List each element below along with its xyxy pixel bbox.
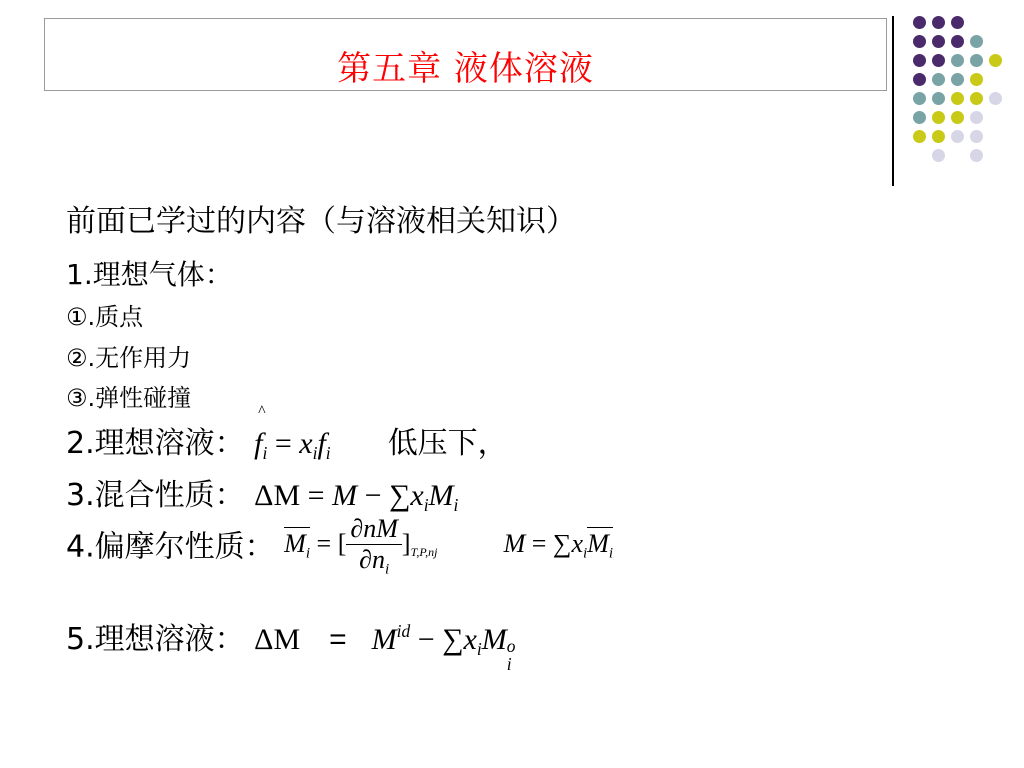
formula-delta-m: ΔM <box>254 623 301 656</box>
item-3-formula <box>254 479 459 516</box>
formula-eq: = <box>525 529 553 559</box>
dot <box>989 92 1002 105</box>
dot <box>970 149 983 162</box>
formula-sub-i: i <box>608 545 614 562</box>
dot <box>932 92 945 105</box>
dot <box>913 92 926 105</box>
formula-eq: = <box>310 529 338 559</box>
formula-m: M <box>332 479 358 512</box>
formula-m: M <box>284 529 306 559</box>
dot <box>913 35 926 48</box>
dot <box>951 54 964 67</box>
hat-symbol: ^ <box>258 403 266 420</box>
fraction-numerator: ∂nM <box>346 514 402 545</box>
dot <box>951 73 964 86</box>
formula-sub-i: i <box>305 545 311 562</box>
fraction-denominator: ∂n <box>359 545 385 574</box>
slide-title: 第五章 液体溶液 <box>337 49 594 89</box>
dot <box>932 35 945 48</box>
formula-equals: = <box>329 623 347 656</box>
formula-sub-i: i <box>325 443 331 464</box>
derivative-fraction <box>346 514 402 578</box>
dot <box>970 35 983 48</box>
item-5 <box>66 614 515 673</box>
condition-t: T <box>410 545 417 560</box>
formula-m: M <box>587 529 609 559</box>
dot <box>913 16 926 29</box>
item-1: 1.理想气体： <box>66 258 233 291</box>
formula-x: x <box>410 479 424 512</box>
formula-x: x <box>299 427 313 460</box>
intro-text: 前面已学过的内容（与溶液相关知识） <box>66 204 576 239</box>
formula-m: M <box>481 623 507 656</box>
item-2-formula <box>254 403 338 464</box>
formula-eq: = <box>267 427 300 460</box>
dot <box>970 54 983 67</box>
condition-j: j <box>434 545 438 560</box>
formula-sub-i: i <box>312 443 318 464</box>
dot <box>932 54 945 67</box>
dot <box>913 73 926 86</box>
formula-minus-sum: − ∑ <box>410 623 464 656</box>
dot <box>951 92 964 105</box>
dot <box>951 130 964 143</box>
dot <box>932 16 945 29</box>
dot <box>932 111 945 124</box>
item-2-note: 低压下， <box>387 426 508 461</box>
item-4-label: 4.偏摩尔性质： <box>66 529 275 565</box>
item-3-label: 3.混合性质： <box>66 478 245 513</box>
dot-grid-icon <box>0 0 1024 200</box>
formula-close-bracket: ] <box>401 529 411 559</box>
formula-delta-m: ΔM <box>254 479 301 512</box>
formula-m: M <box>428 479 454 512</box>
partial-molar-m <box>284 527 311 562</box>
formula-sub-i: i <box>262 443 268 464</box>
item-4-sum-formula <box>503 529 614 562</box>
item-4 <box>66 514 613 578</box>
formula-sub-i: i <box>384 561 390 578</box>
formula-m: M <box>371 623 397 656</box>
item-3 <box>66 470 458 516</box>
formula-open-bracket: [ <box>337 529 347 559</box>
formula-minus-sum: − ∑ <box>357 479 411 512</box>
formula-sup-id: id <box>396 620 411 641</box>
item-5-label: 5.理想溶液： <box>66 622 245 657</box>
dot <box>989 54 1002 67</box>
dot <box>970 111 983 124</box>
dot <box>951 35 964 48</box>
partial-molar-m <box>587 527 614 562</box>
dot <box>932 130 945 143</box>
formula-sub-i: i <box>423 495 429 516</box>
item-4-formula <box>284 514 444 578</box>
dot <box>932 73 945 86</box>
dot <box>913 130 926 143</box>
formula-m: M <box>503 529 526 559</box>
item-5-formula <box>254 620 516 674</box>
formula-sup-o: o <box>506 636 516 657</box>
formula-sub-i: i <box>476 639 482 660</box>
dot <box>951 16 964 29</box>
dot <box>913 54 926 67</box>
formula-f: f <box>254 427 263 460</box>
formula-sub-i: i <box>506 653 512 674</box>
formula-f: f <box>317 427 326 460</box>
item-2-label: 2.理想溶液： <box>66 426 245 461</box>
dot <box>951 111 964 124</box>
formula-x: x <box>571 529 583 559</box>
condition-p-n: ,P,n <box>416 545 435 560</box>
formula-sub-i: i <box>583 545 588 562</box>
formula-eq: = <box>300 479 333 512</box>
formula-sum: ∑ <box>552 529 572 559</box>
item-2 <box>66 403 508 464</box>
dot <box>970 130 983 143</box>
formula-sub-i: i <box>453 495 459 516</box>
item-1-point-1: ①.质点 <box>66 303 144 331</box>
dot <box>913 111 926 124</box>
item-1-point-3: ③.弹性碰撞 <box>66 384 192 412</box>
dot <box>970 92 983 105</box>
formula-x: x <box>463 623 477 656</box>
item-1-point-2: ②.无作用力 <box>66 344 192 372</box>
derivative-conditions <box>411 545 438 559</box>
dot <box>932 149 945 162</box>
dot <box>970 73 983 86</box>
